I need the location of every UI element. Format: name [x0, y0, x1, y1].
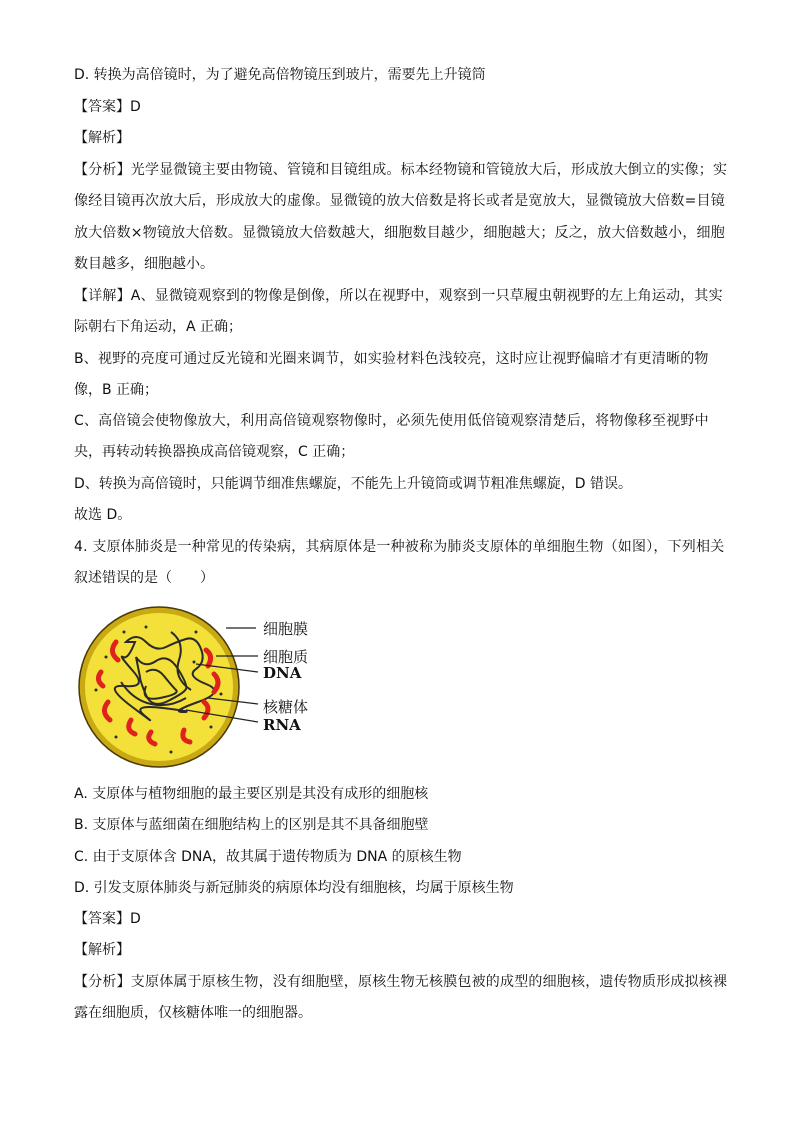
- text-line: 数目越多，细胞越小。: [74, 256, 214, 272]
- text-line: D、转换为高倍镜时，只能调节细准焦螺旋，不能先上升镜筒或调节粗准焦螺旋，D 错误。: [74, 476, 633, 492]
- option-b: B. 支原体与蓝细菌在细胞结构上的区别是其不具备细胞壁: [74, 817, 429, 833]
- label-ribosome: 核糖体: [263, 698, 309, 716]
- text-line: C、高倍镜会使物像放大，利用高倍镜观察物像时，必须先使用低倍镜观察清楚后，将物像移至视野中: [74, 413, 709, 429]
- text-line: 【详解】A、显微镜观察到的物像是倒像，所以在视野中，观察到一只草履虫朝视野的左上角运动，其实: [74, 288, 723, 304]
- text-line: B、视野的亮度可通过反光镜和光圈来调节，如实验材料色浅较亮，这时应让视野偏暗才有更清晰的物: [74, 351, 709, 367]
- answer-label: 【答案】D: [74, 99, 141, 115]
- analysis-text: 【分析】支原体属于原核生物，没有细胞壁，原核生物无核膜包被的成型的细胞核，遗传物质形成拟核裸: [74, 974, 728, 990]
- text-line: 际朝右下角运动，A 正确；: [74, 319, 243, 335]
- text-line: 像，B 正确；: [74, 382, 159, 398]
- question-4-stem-end: 叙述错误的是（ ）: [74, 570, 214, 586]
- option-d: D. 引发支原体肺炎与新冠肺炎的病原体均没有细胞核，均属于原核生物: [74, 880, 514, 896]
- question-4-stem: 4. 支原体肺炎是一种常见的传染病，其病原体是一种被称为肺炎支原体的单细胞生物（如图），下列相关: [74, 539, 725, 555]
- text-line: 【分析】光学显微镜主要由物镜、管镜和目镜组成。标本经物镜和管镜放大后，形成放大倒立的实像；实: [74, 162, 728, 178]
- label-dna: DNA: [263, 664, 302, 682]
- text-line: 放大倍数×物镜放大倍数。显微镜放大倍数越大，细胞数目越少，细胞越大；反之，放大倍数越小，细胞: [74, 225, 725, 241]
- text-line: 故选 D。: [74, 507, 132, 523]
- analysis-heading: 【解析】: [74, 942, 130, 958]
- analysis-text: 露在细胞质，仅核糖体唯一的细胞器。: [74, 1005, 312, 1021]
- label-cell-membrane: 细胞膜: [263, 620, 309, 638]
- label-rna: RNA: [263, 716, 301, 734]
- option-a: A. 支原体与植物细胞的最主要区别是其没有成形的细胞核: [74, 786, 429, 802]
- answer-label: 【答案】D: [74, 911, 141, 927]
- option-c: C. 由于支原体含 DNA，故其属于遗传物质为 DNA 的原核生物: [74, 849, 462, 865]
- label-cytoplasm: 细胞质: [263, 648, 309, 666]
- text-line: 央，再转动转换器换成高倍镜观察，C 正确；: [74, 444, 355, 460]
- text-line: 像经目镜再次放大后，形成放大的虚像。显微镜的放大倍数是将长或者是宽放大，显微镜放大倍数=目镜: [74, 193, 725, 209]
- text-line: D. 转换为高倍镜时，为了避免高倍物镜压到玻片，需要先上升镜筒: [74, 67, 486, 83]
- analysis-heading: 【解析】: [74, 130, 130, 146]
